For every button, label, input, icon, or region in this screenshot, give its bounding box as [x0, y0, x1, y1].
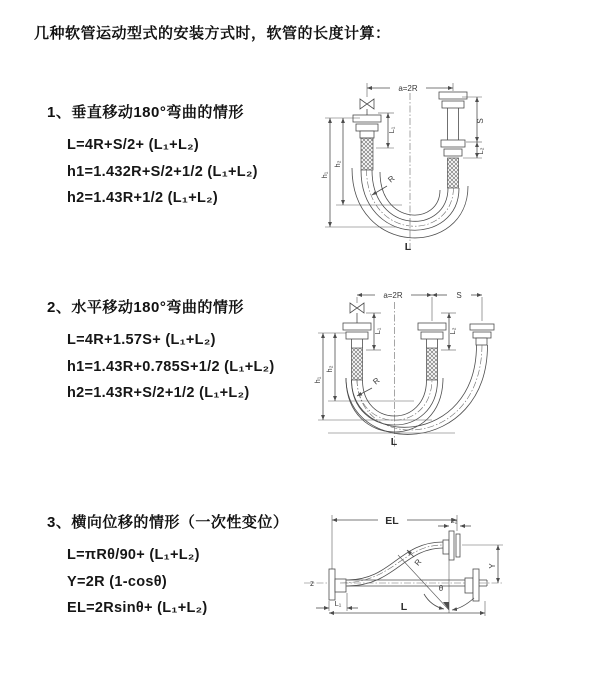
formula-line: L=πRθ/90+ (L₁+L₂): [67, 547, 200, 563]
dim-label-s: S: [456, 291, 462, 300]
section-2-heading: 2、水平移动180°弯曲的情形: [47, 299, 244, 316]
section-3-heading: 3、横向位移的情形（一次性变位）: [47, 514, 289, 531]
valve-icon: [360, 99, 374, 115]
dim-label-h1: h₁: [313, 376, 322, 384]
flange: [470, 324, 494, 330]
dim-label-l2: L₂: [448, 327, 457, 335]
braided-hose-section: [352, 348, 363, 380]
flange: [343, 323, 371, 330]
section-1-heading: 1、垂直移动180°弯曲的情形: [47, 104, 244, 121]
dim-label-a2r: a=2R: [398, 84, 418, 93]
valve-icon: [350, 303, 364, 323]
formula-line: L=4R+1.57S+ (L₁+L₂): [67, 332, 216, 348]
flange: [353, 115, 381, 122]
diagram-1-vertical-bend: [320, 83, 485, 253]
flange: [439, 92, 467, 99]
dim-label-h2: h₂: [325, 365, 334, 373]
dim-label-radius: R: [412, 557, 424, 568]
dim-label-radius: R: [386, 173, 397, 185]
diagram-3-lateral-displacement: [304, 515, 503, 616]
dim-label-length: L: [400, 601, 408, 613]
braided-hose-section: [361, 138, 373, 170]
dim-label-s: S: [476, 118, 485, 124]
dim-label-l2: L₂: [476, 147, 485, 155]
dim-label-el: EL: [385, 515, 399, 527]
formula-line: L=4R+S/2+ (L₁+L₂): [67, 137, 199, 153]
diagram-2-horizontal-bend: [313, 291, 494, 448]
dim-label-length: L: [404, 241, 412, 253]
flange: [418, 323, 446, 330]
dim-label-radius: R: [371, 375, 382, 387]
dim-label-h1: h₁: [320, 171, 329, 179]
formula-line: h1=1.43R+0.785S+1/2 (L₁+L₂): [67, 358, 275, 375]
formula-line: EL=2Rsinθ+ (L₁+L₂): [67, 600, 208, 616]
doc-title: 几种软管运动型式的安装方式时，软管的长度计算：: [34, 25, 391, 42]
flange: [473, 569, 479, 601]
dim-label-y: Y: [488, 563, 497, 569]
braided-hose-section: [448, 158, 459, 188]
formula-line: Y=2R (1-cosθ): [67, 573, 167, 590]
formula-line: h2=1.43R+S/2+1/2 (L₁+L₂): [67, 385, 250, 401]
dim-label-l1: L₁: [387, 126, 396, 134]
dim-label-length: L: [390, 436, 398, 448]
dim-label-l1: L₁: [373, 327, 382, 335]
dim-label-angle: θ: [438, 584, 444, 593]
formula-line: h1=1.432R+S/2+1/2 (L₁+L₂): [67, 163, 258, 180]
dim-label-a2r: a=2R: [383, 291, 403, 300]
braided-hose-section: [427, 348, 438, 380]
flange: [449, 531, 454, 560]
dim-label-h2: h₂: [333, 160, 342, 168]
flange: [329, 569, 335, 600]
formula-line: h2=1.43R+1/2 (L₁+L₂): [67, 190, 219, 206]
axis-mark: z: [310, 579, 314, 588]
dim-label-l2: L₂: [450, 516, 458, 525]
dim-label-l1: L₁: [334, 599, 342, 608]
